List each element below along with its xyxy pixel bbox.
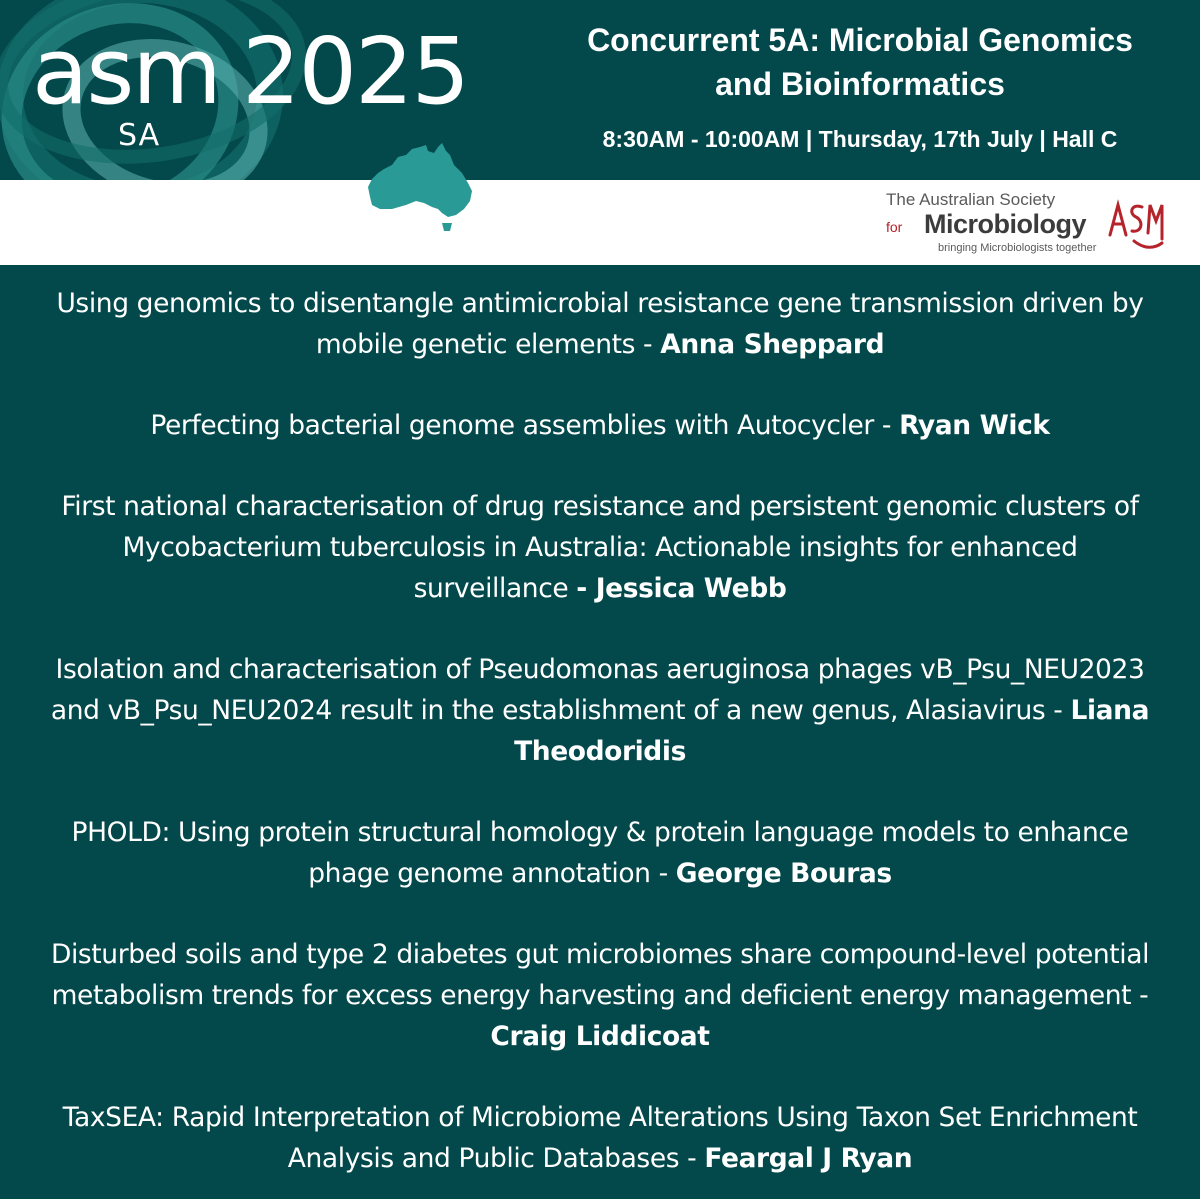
talk-title: First national characterisation of drug resistance and persistent genomic clusters of Mycobacterium tuberculosis in Australia: Actionable insights for enhanced surveillance [61,491,1139,604]
society-asm-mark-icon [1104,191,1166,255]
talk-title: Perfecting bacterial genome assemblies with Autocycler - [150,410,900,441]
talk-speaker: Craig Liddicoat [490,1021,710,1052]
society-line1: The Australian Society [886,190,1056,209]
talk-item [50,649,1150,772]
talk-list [50,283,1150,1199]
talk-item [50,934,1150,1057]
talk-speaker: George Bouras [675,858,892,889]
society-name: Microbiology [924,209,1086,239]
talk-speaker: Liana Theodoridis [514,695,1150,767]
talk-speaker: - Jessica Webb [576,573,787,604]
session-title-line2: and Bioinformatics [715,66,1005,102]
talk-title: Isolation and characterisation of Pseudomonas aeruginosa phages vB_Psu_NEU2023 and vB_Psu_NEU2024 result in the establishment of a new genus, Alasiavirus - [50,654,1145,726]
talk-title: Using genomics to disentangle antimicrobial resistance gene transmission driven by mobile genetic elements - [56,288,1144,360]
talk-speaker: Feargal J Ryan [704,1143,913,1174]
talk-item [50,486,1150,609]
talk-item [50,1097,1150,1179]
society-logo [876,185,1176,260]
asm-logo-text [32,18,469,125]
session-title [520,18,1200,106]
talk-title: TaxSEA: Rapid Interpretation of Microbiome Alterations Using Taxon Set Enrichment Analysis and Public Databases - [62,1102,1138,1174]
session-title-line1: Concurrent 5A: Microbial Genomics [587,22,1133,58]
australia-map-icon [362,143,492,235]
society-tagline: bringing Microbiologists together [938,242,1097,254]
talk-speaker: Ryan Wick [899,410,1050,441]
talk-title: PHOLD: Using protein structural homology & protein language models to enhance phage genome annotation - [71,817,1129,889]
logo-subtitle: SA [118,118,161,153]
talk-speaker: Anna Sheppard [660,329,885,360]
logo-year: 2025 [241,18,469,125]
talk-item [50,405,1150,446]
session-meta: 8:30AM - 10:00AM | Thursday, 17th July | Hall C [602,126,1118,152]
society-for: for [886,219,903,235]
talk-item [50,812,1150,894]
talk-item [50,283,1150,365]
logo-main: asm [32,18,220,125]
talk-title: Disturbed soils and type 2 diabetes gut microbiomes share compound-level potential metabolism trends for excess energy harvesting and deficient energy management - [50,939,1150,1011]
header [0,0,1200,180]
